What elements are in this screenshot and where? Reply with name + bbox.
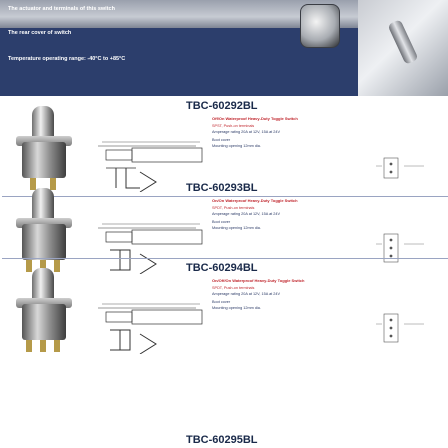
spec-line: Boot cover (212, 220, 231, 224)
spec-line: Amperage rating 20A at 12V, 15A at 24V (212, 292, 281, 296)
product-model: TBC-60294BL (186, 262, 258, 274)
spec-main: Off/On Waterproof Heavy-Duty Toggle Switch (212, 116, 298, 121)
banner-switch-photo (300, 4, 340, 48)
spec-line: Mounting opening 12mm dia. (212, 226, 261, 230)
banner-line-3: Temperature operating range: -40°C to +85°C (8, 56, 126, 62)
spec-main: On/Off/On Waterproof Heavy-Duty Toggle Switch (212, 278, 305, 283)
product-block-4 (0, 434, 448, 448)
section-divider (2, 258, 448, 259)
banner-line-2: The rear cover of switch (8, 30, 72, 36)
spec-line: Mounting opening 12mm dia. (212, 144, 261, 148)
dimension-drawing (96, 294, 206, 354)
spec-main: On/On Waterproof Heavy-Duty Toggle Switch (212, 198, 298, 203)
spec-line: SPDT, Push-on terminals (212, 286, 255, 290)
terminal-schematic (374, 312, 434, 351)
product-block-3 (0, 262, 448, 359)
spec-line: SPST, Push-on terminals (212, 124, 255, 128)
spec-line: Boot cover (212, 300, 231, 304)
product-model: TBC-60295BL (186, 434, 258, 446)
spec-line: SPDT, Push-on terminals (212, 206, 255, 210)
top-banner (0, 0, 448, 96)
spec-line: Mounting opening 12mm dia. (212, 306, 261, 310)
spec-line: Boot cover (212, 138, 231, 142)
product-model: TBC-60292BL (186, 100, 258, 112)
product-model: TBC-60293BL (186, 182, 258, 194)
spec-line: Amperage rating 20A at 12V, 15A at 24V (212, 130, 281, 134)
toggle-switch-photo (12, 268, 76, 364)
spec-line: Amperage rating 20A at 12V, 15A at 24V (212, 212, 281, 216)
banner-line-1: The actuator and terminals of this switch (8, 6, 115, 12)
